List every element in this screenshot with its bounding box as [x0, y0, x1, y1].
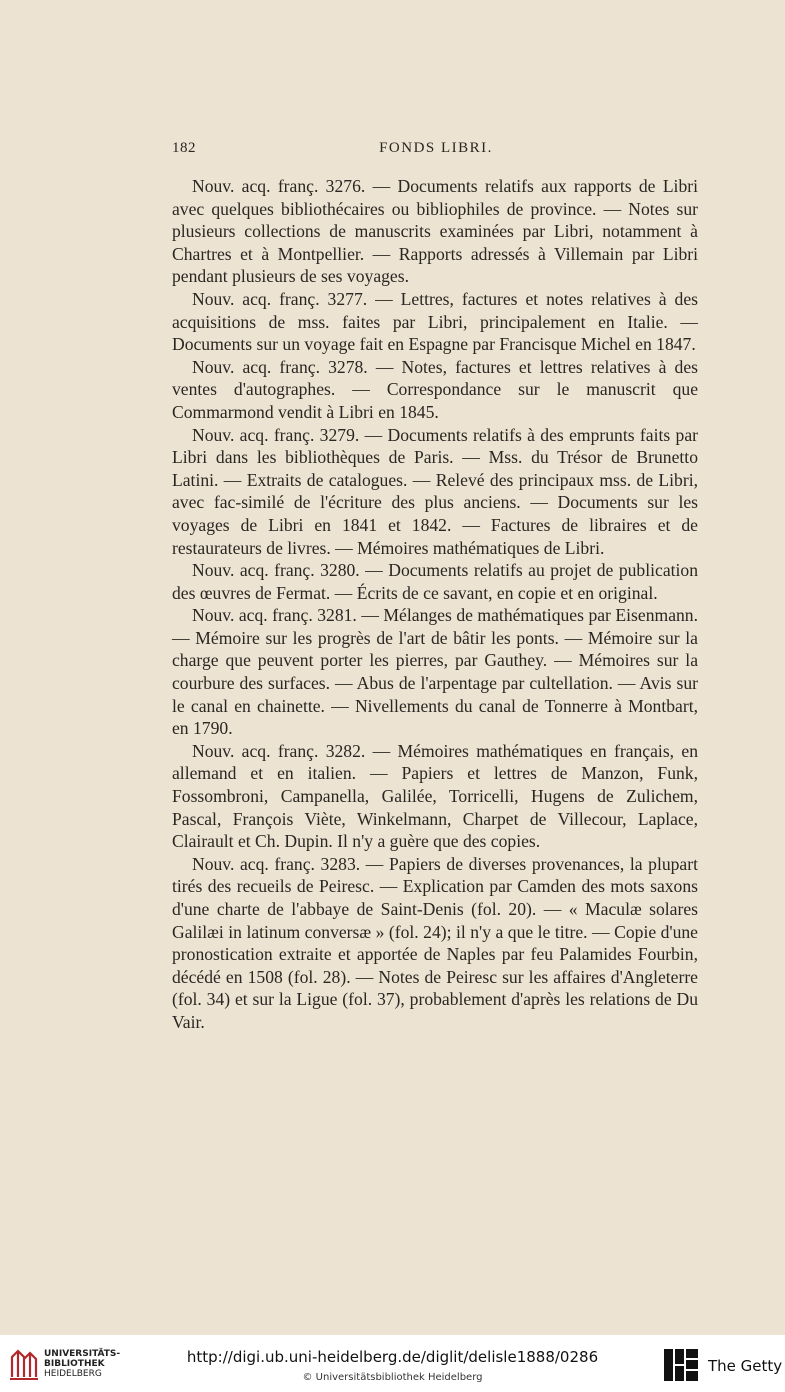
- page-number: 182: [172, 140, 196, 156]
- entry-paragraph: Nouv. acq. franç. 3277. — Lettres, factures et notes relatives à des acquisitions de mss. faites par Libri, principalement en Italie. — Documents sur un voyage fait en Espagne par Francisque Michel en 1847.: [172, 288, 698, 355]
- body-text: [172, 175, 698, 1034]
- partner-name: The Getty: [708, 1357, 783, 1375]
- getty-logo-icon: [662, 1347, 700, 1383]
- entry-paragraph: Nouv. acq. franç. 3278. — Notes, factures et lettres relatives à des ventes d'autographes. — Correspondance sur le manuscrit que Commarmond vendit à Libri en 1845.: [172, 356, 698, 422]
- entry-paragraph: Nouv. acq. franç. 3282. — Mémoires mathématiques en français, en allemand et en italien. — Papiers et lettres de Manzon, Funk, Fossombroni, Campanella, Galilée, Torricelli, Hugens de Zulichem, Pascal, François Viète, Winkelmann, Charpet de Villecour, Laplace, Clairault et Ch. Dupin. Il n'y a guère que des copies.: [172, 740, 698, 852]
- entry-paragraph: Nouv. acq. franç. 3279. — Documents relatifs à des emprunts faits par Libri dans les bibliothèques de Paris. — Mss. du Trésor de Brunetto Latini. — Extraits de catalogues. — Relevé des principaux mss. de Libri, avec fac-similé de l'écriture des plus anciens. — Documents sur les voyages de Libri en 1841 et 1842. — Factures de libraires et de restaurateurs de livres. — Mémoires mathématiques de Libri.: [172, 424, 698, 558]
- permalink-url[interactable]: http://digi.ub.uni-heidelberg.de/diglit/delisle1888/0286: [186, 1348, 599, 1366]
- library-name-line: BIBLIOTHEK: [44, 1359, 105, 1369]
- library-name-line: HEIDELBERG: [44, 1369, 102, 1379]
- entry-paragraph: Nouv. acq. franç. 3283. — Papiers de diverses provenances, la plupart tirés des recueils de Peiresc. — Explication par Camden des mots saxons d'une charte de l'abbaye de Saint-Denis (fol. 20). — « Maculæ solares Galilæi in latinum conversæ » (fol. 24); il n'y a que le titre. — Copie d'une pronostication extraite et apportée de Naples par feu Palamides Fourbin, décédé en 1508 (fol. 28). — Notes de Peiresc sur les affaires d'Angleterre (fol. 34) et sur la Ligue (fol. 37), probablement d'après les relations de Du Vair.: [172, 853, 698, 1032]
- running-title: FONDS LIBRI.: [379, 140, 493, 156]
- page-header: [172, 140, 700, 164]
- entry-paragraph: Nouv. acq. franç. 3281. — Mélanges de mathématiques par Eisenmann. — Mémoire sur les progrès de l'art de bâtir les ponts. — Mémoire sur la charge que peuvent porter les pierres, par Gauthey. — Mémoires sur la courbure des surfaces. — Abus de l'arpentage par cultellation. — Avis sur le canal en chainette. — Nivellements du canal de Tonnerre à Montbart, en 1790.: [172, 605, 698, 739]
- library-name-line: UNIVERSITÄTS-: [44, 1349, 121, 1359]
- digitization-footer: [0, 1335, 785, 1392]
- entry-paragraph: Nouv. acq. franç. 3280. — Documents relatifs au projet de publication des œuvres de Fermat. — Écrits de ce savant, en copie et en original.: [172, 560, 698, 603]
- entry-paragraph: Nouv. acq. franç. 3276. — Documents relatifs aux rapports de Libri avec quelques bibliothécaires ou bibliophiles de province. — Notes sur plusieurs collections de manuscrits examinées par Libri, notamment à Chartres et à Montpellier. — Rapports adressés à Villemain par Libri pendant plusieurs de ses voyages.: [172, 176, 698, 287]
- copyright-notice: © Universitätsbibliothek Heidelberg: [302, 1372, 483, 1383]
